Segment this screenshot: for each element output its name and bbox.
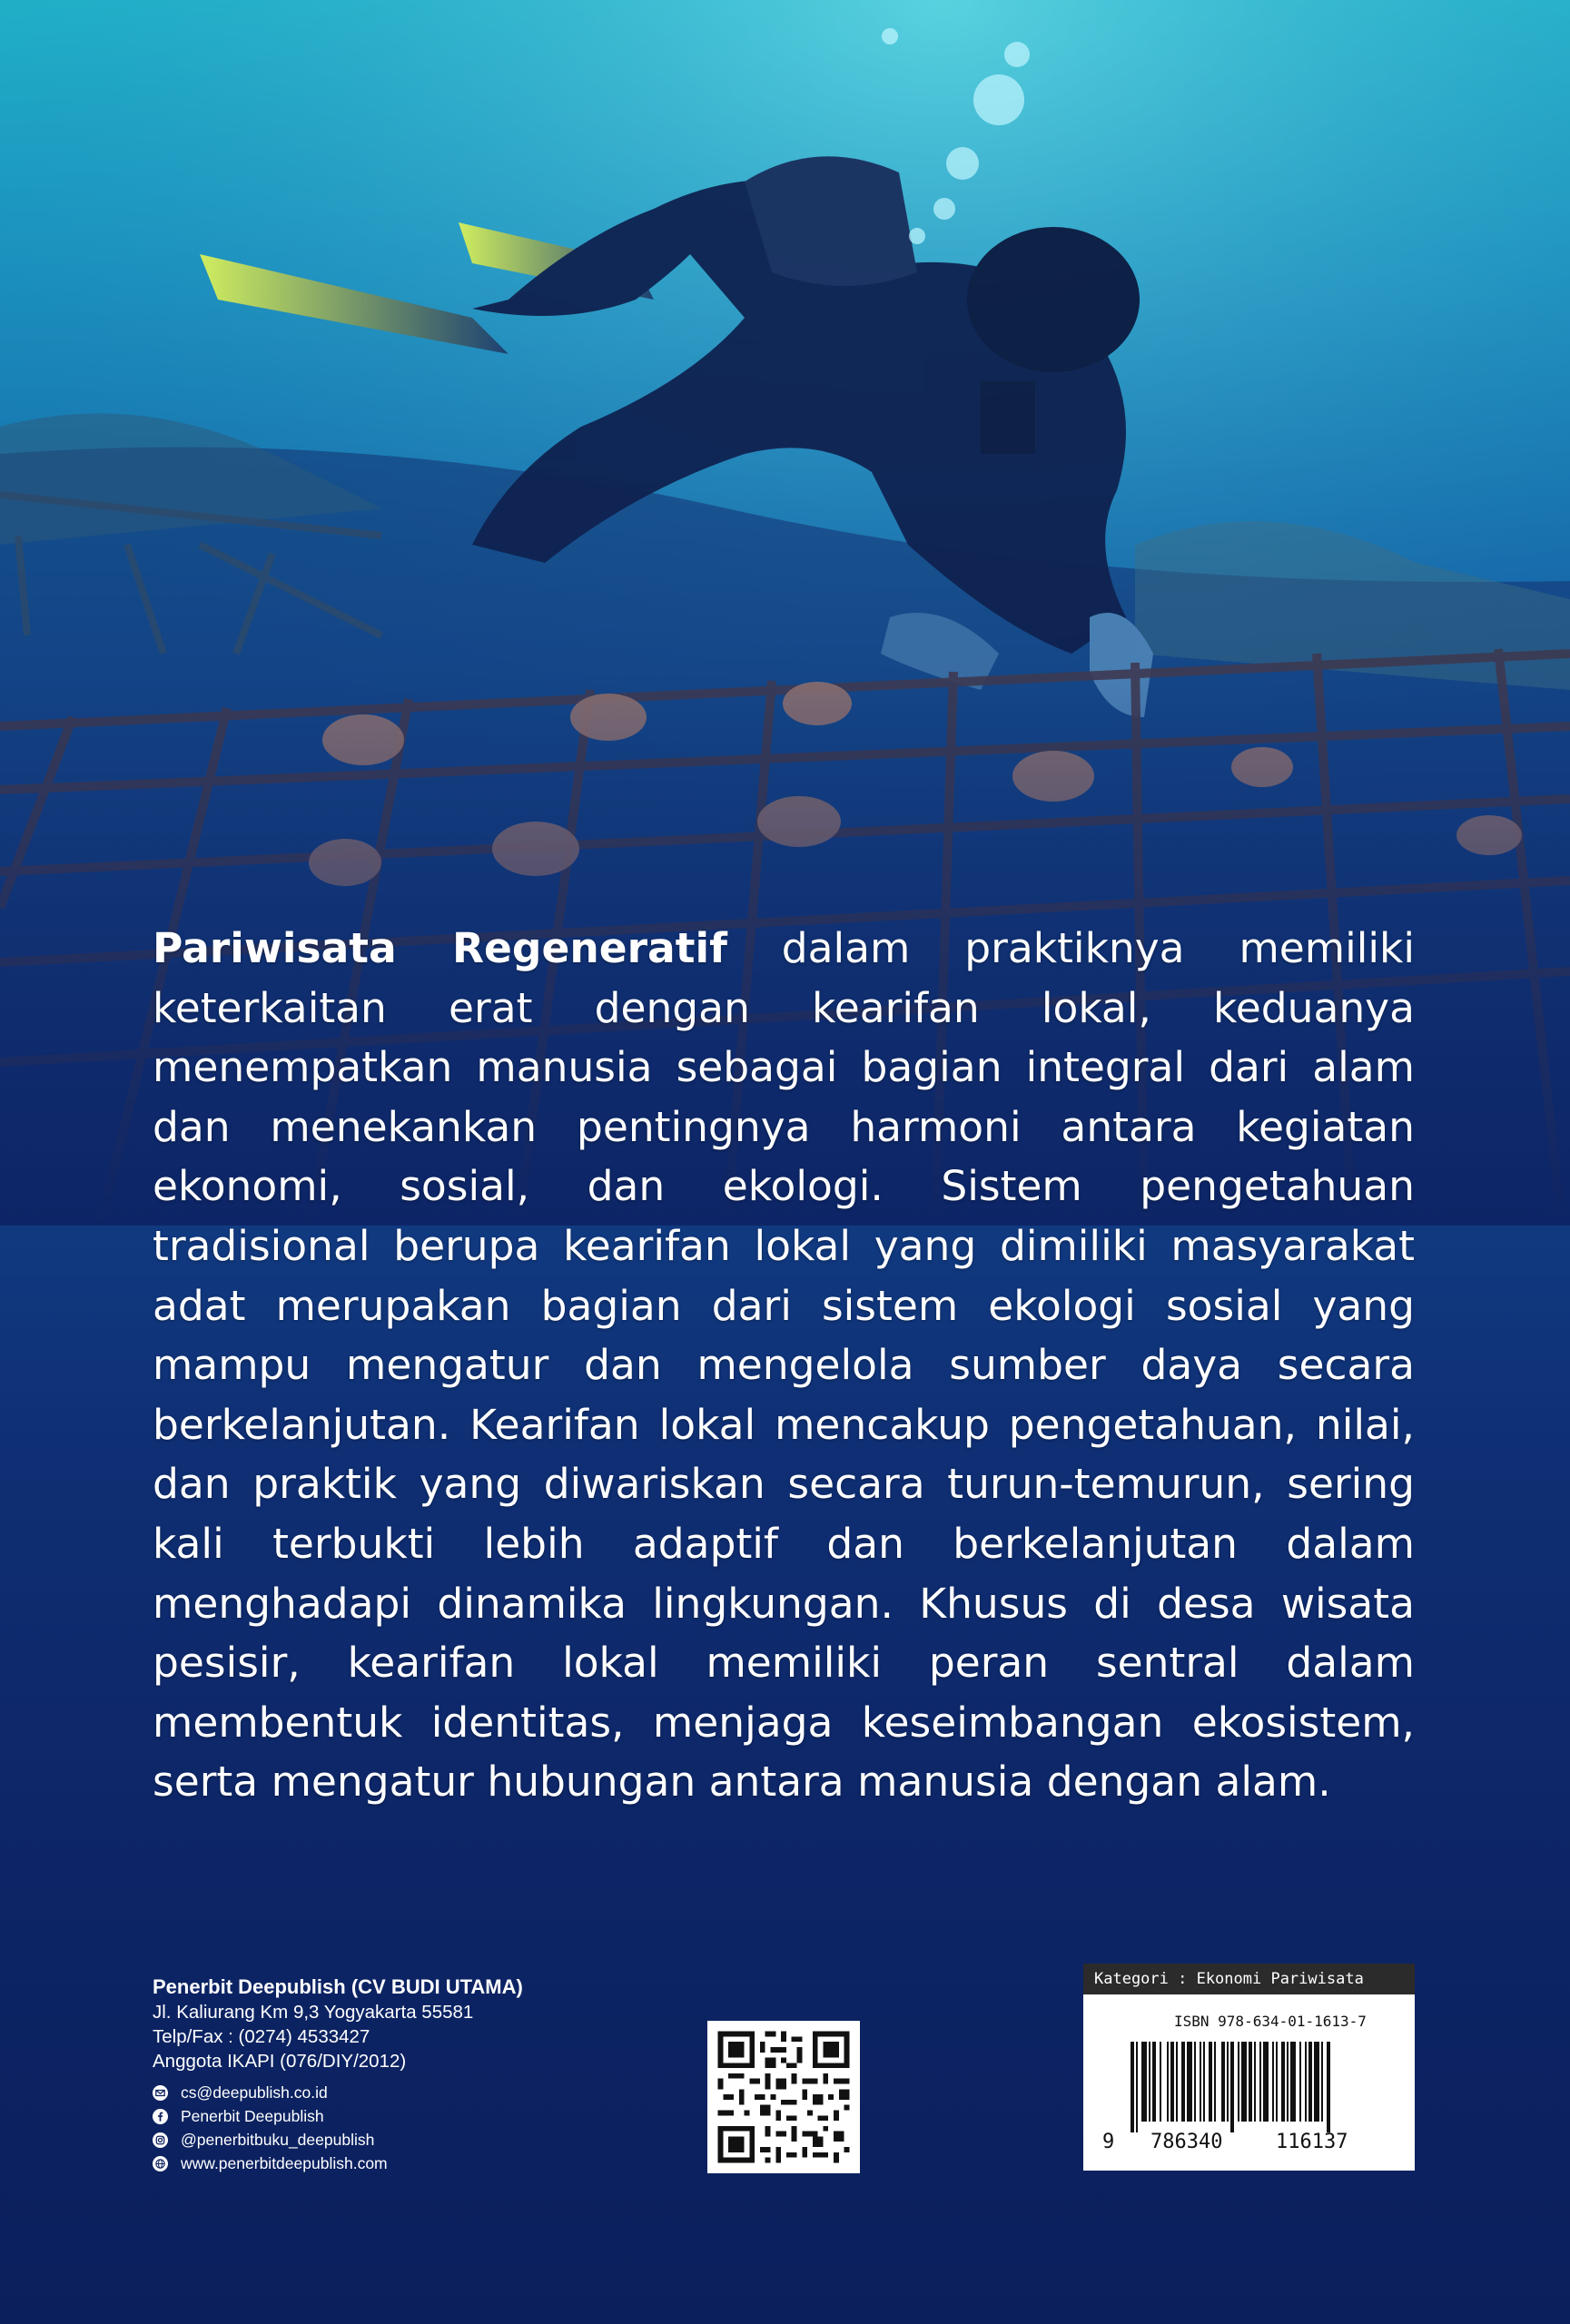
publisher-membership: Anggota IKAPI (076/DIY/2012) (153, 2051, 407, 2072)
email-icon (153, 2085, 168, 2101)
barcode-bar (1241, 2042, 1247, 2122)
back-cover-blurb (153, 919, 1415, 1812)
contact-instagram (153, 2128, 661, 2152)
barcode-bar (1170, 2042, 1174, 2122)
publisher-phone: Telp/Fax : (0274) 4533427 (153, 2026, 370, 2047)
barcode-bar (1314, 2042, 1319, 2122)
category-label: Kategori : Ekonomi Pariwisata (1083, 1964, 1415, 1994)
barcode-bar (1200, 2042, 1201, 2122)
barcode-bar (1187, 2042, 1192, 2122)
barcode-bar (1181, 2042, 1185, 2122)
barcode-left-digits: 786340 (1150, 2131, 1223, 2153)
blurb-body: dalam praktiknya memiliki keterkaitan erat dengan kearifan lokal, keduanya menempatkan manusia sebagai bagian integral dari alam dan menekankan pentingnya harmoni antara kegiatan ekonomi, sosial, dan ekologi. Sistem pengetahuan tradisional berupa kearifan lokal yang dimiliki masyarakat adat merupakan bagian dari sistem ekologi sosial yang mampu mengatur dan mengelola sumber daya secara berkelanjutan. Kearifan lokal mencakup pengetahuan, nilai, dan praktik yang diwariskan secara turun-temurun, sering kali terbukti lebih adaptif dan berkelanjutan dalam menghadapi dinamika lingkungan. Khusus di desa wisata pesisir, kearifan lokal memiliki peran sentral dalam membentuk identitas, menjaga keseimbangan ekosistem, serta mengatur hubungan antara manusia dengan alam. (153, 924, 1416, 1807)
barcode-bar (1194, 2042, 1196, 2122)
barcode-bar (1254, 2042, 1256, 2122)
barcode-bar (1227, 2042, 1229, 2122)
barcode-bar (1272, 2042, 1274, 2122)
barcode-first-digit: 9 (1102, 2131, 1115, 2153)
barcode-bar (1214, 2042, 1216, 2122)
barcode-bar (1287, 2042, 1289, 2122)
barcode-bar (1263, 2042, 1269, 2122)
barcode-bar (1160, 2042, 1161, 2122)
barcode-bar (1321, 2042, 1323, 2122)
barcode-bar (1141, 2042, 1147, 2122)
contact-email (153, 2081, 661, 2104)
barcode-bar (1308, 2042, 1312, 2122)
barcode-bar (1281, 2042, 1285, 2122)
contact-email-text: cs@deepublish.co.id (181, 2083, 328, 2102)
isbn-number: ISBN 978-634-01-1613-7 (1174, 2013, 1367, 2030)
contact-website-text: www.penerbitdeepublish.com (181, 2154, 388, 2172)
blurb-lead: Pariwisata Regeneratif (153, 924, 727, 972)
barcode-bar (1209, 2042, 1212, 2122)
barcode-right-digits: 116137 (1276, 2131, 1348, 2153)
publisher-info (153, 1974, 661, 2175)
barcode-bar (1276, 2042, 1278, 2122)
barcode-bar (1167, 2042, 1169, 2122)
contact-facebook-text: Penerbit Deepublish (181, 2107, 324, 2125)
barcode-bar (1176, 2042, 1178, 2122)
facebook-icon (153, 2109, 168, 2124)
barcode-bar (1230, 2042, 1234, 2132)
publisher-name: Penerbit Deepublish (CV BUDI UTAMA) (153, 1975, 523, 1998)
instagram-icon (153, 2132, 168, 2148)
barcode-bar (1238, 2042, 1239, 2122)
barcode-bars (1131, 2042, 1394, 2132)
contact-instagram-text: @penerbitbuku_deepublish (181, 2131, 375, 2149)
barcode-bar (1149, 2042, 1150, 2122)
barcode-bar (1305, 2042, 1307, 2122)
barcode-bar (1203, 2042, 1205, 2122)
barcode-bar (1327, 2042, 1330, 2132)
qr-code (707, 2021, 860, 2173)
barcode-bar (1290, 2042, 1296, 2122)
barcode-bar (1249, 2042, 1252, 2122)
barcode-bar (1221, 2042, 1225, 2122)
barcode-bar (1136, 2042, 1138, 2132)
contact-website (153, 2152, 661, 2175)
barcode-bar (1131, 2042, 1134, 2132)
contact-facebook (153, 2104, 661, 2128)
publisher-address: Jl. Kaliurang Km 9,3 Yogyakarta 55581 (153, 2002, 474, 2023)
isbn-barcode-box (1083, 1964, 1415, 2171)
globe-icon (153, 2156, 168, 2171)
barcode-bar (1299, 2042, 1301, 2122)
barcode-bar (1259, 2042, 1261, 2122)
barcode-bar (1152, 2042, 1156, 2122)
